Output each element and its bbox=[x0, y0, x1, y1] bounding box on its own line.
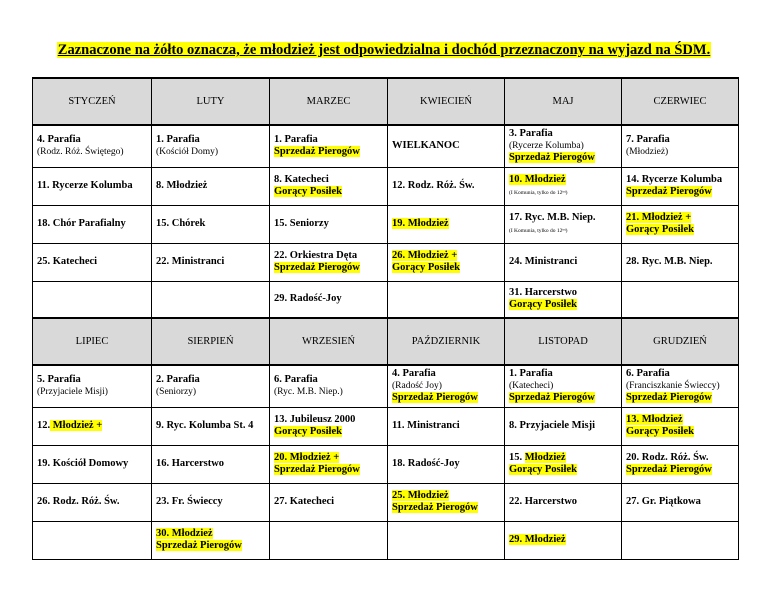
cell-line bbox=[156, 374, 265, 386]
cell-line bbox=[156, 540, 265, 552]
cell-line bbox=[37, 218, 147, 230]
cell-line bbox=[274, 426, 383, 438]
calendar-cell bbox=[270, 365, 388, 407]
cell-text: 1. Parafia bbox=[274, 134, 318, 146]
highlighted-text: Gorący Posiłek bbox=[392, 262, 460, 273]
schedule-body bbox=[33, 78, 739, 559]
cell-text: 15. bbox=[509, 452, 525, 463]
highlighted-text: Sprzedaż Pierogów bbox=[274, 262, 360, 273]
calendar-cell bbox=[152, 281, 270, 318]
month-header: LUTY bbox=[152, 78, 270, 125]
cell-line bbox=[626, 186, 734, 198]
calendar-cell bbox=[152, 243, 270, 281]
calendar-cell bbox=[622, 483, 739, 521]
cell-line bbox=[37, 458, 147, 470]
cell-line bbox=[274, 414, 383, 426]
cell-line bbox=[509, 299, 617, 311]
highlighted-text: Sprzedaż Pierogów bbox=[626, 464, 712, 475]
calendar-cell bbox=[622, 365, 739, 407]
cell-line bbox=[392, 380, 500, 392]
cell-line bbox=[392, 502, 500, 514]
cell-line bbox=[626, 464, 734, 476]
highlighted-text: 21. Młodzież + bbox=[626, 212, 692, 223]
calendar-cell bbox=[388, 407, 505, 445]
table-row bbox=[33, 365, 739, 407]
cell-text: 9. Ryc. Kolumba St. 4 bbox=[156, 420, 254, 431]
calendar-cell bbox=[505, 407, 622, 445]
cell-line bbox=[626, 224, 734, 236]
highlighted-text: 20. Młodzież + bbox=[274, 452, 340, 463]
cell-line bbox=[509, 224, 617, 236]
calendar-cell bbox=[152, 521, 270, 559]
cell-text: 29. Radość-Joy bbox=[274, 293, 342, 305]
calendar-cell bbox=[33, 407, 152, 445]
calendar-cell bbox=[505, 483, 622, 521]
calendar-cell bbox=[270, 445, 388, 483]
calendar-cell bbox=[33, 205, 152, 243]
cell-line bbox=[156, 420, 265, 432]
calendar-cell bbox=[622, 167, 739, 205]
cell-line bbox=[37, 374, 147, 386]
schedule-table bbox=[32, 77, 739, 560]
cell-text: 27. Gr. Piątkowa bbox=[626, 496, 701, 507]
cell-text: (Katecheci) bbox=[509, 381, 554, 392]
calendar-cell bbox=[622, 445, 739, 483]
cell-text: 19. Kościół Domowy bbox=[37, 458, 129, 469]
cell-text: 18. Radość-Joy bbox=[392, 458, 460, 469]
highlighted-text: 19. Młodzież bbox=[392, 218, 449, 229]
cell-line bbox=[156, 146, 265, 158]
month-header-row bbox=[33, 318, 739, 365]
cell-line bbox=[274, 174, 383, 186]
calendar-cell bbox=[270, 125, 388, 167]
cell-line bbox=[509, 256, 617, 268]
cell-line bbox=[156, 496, 265, 508]
calendar-cell bbox=[33, 483, 152, 521]
cell-text: 12. Rodz. Róż. Św. bbox=[392, 180, 475, 191]
calendar-cell bbox=[152, 445, 270, 483]
cell-line bbox=[392, 392, 500, 404]
cell-line bbox=[274, 186, 383, 198]
table-row bbox=[33, 445, 739, 483]
calendar-cell bbox=[152, 483, 270, 521]
calendar-cell bbox=[505, 205, 622, 243]
table-row bbox=[33, 243, 739, 281]
cell-line bbox=[37, 256, 147, 268]
highlighted-text: 29. Młodzież bbox=[509, 534, 566, 545]
cell-text: 26. Rodz. Róż. Św. bbox=[37, 496, 120, 507]
cell-text: 5. Parafia bbox=[37, 374, 81, 386]
cell-line bbox=[274, 374, 383, 386]
table-row bbox=[33, 521, 739, 559]
cell-text: 7. Parafia bbox=[626, 134, 670, 146]
cell-line bbox=[392, 140, 500, 152]
calendar-cell bbox=[622, 125, 739, 167]
calendar-cell bbox=[388, 365, 505, 407]
calendar-cell bbox=[152, 125, 270, 167]
cell-line bbox=[626, 380, 734, 392]
month-header: PAŹDZIERNIK bbox=[388, 318, 505, 365]
cell-line bbox=[626, 146, 734, 158]
highlighted-text: Gorący Posiłek bbox=[509, 299, 577, 311]
cell-line bbox=[274, 452, 383, 464]
highlighted-text: Gorący Posiłek bbox=[626, 426, 694, 437]
cell-line bbox=[392, 420, 500, 432]
calendar-cell bbox=[505, 125, 622, 167]
month-header: STYCZEŃ bbox=[33, 78, 152, 125]
cell-line bbox=[156, 528, 265, 540]
cell-text: 22. Ministranci bbox=[156, 256, 225, 267]
month-header: GRUDZIEŃ bbox=[622, 318, 739, 365]
calendar-cell bbox=[388, 167, 505, 205]
cell-text: 25. Katecheci bbox=[37, 256, 98, 267]
highlighted-text: Sprzedaż Pierogów bbox=[626, 186, 712, 197]
cell-text: 1. Parafia bbox=[156, 134, 200, 146]
cell-text: 15. Seniorzy bbox=[274, 218, 329, 229]
cell-line bbox=[274, 496, 383, 508]
month-header: MAJ bbox=[505, 78, 622, 125]
cell-line bbox=[626, 414, 734, 426]
cell-line bbox=[509, 534, 617, 546]
cell-line bbox=[509, 452, 617, 464]
cell-line bbox=[509, 128, 617, 140]
cell-text: 6. Parafia bbox=[626, 368, 670, 380]
calendar-cell bbox=[270, 205, 388, 243]
cell-text: (Ryc. M.B. Niep.) bbox=[274, 387, 343, 398]
cell-line bbox=[509, 368, 617, 380]
cell-text: 28. Ryc. M.B. Niep. bbox=[626, 256, 713, 267]
cell-line bbox=[392, 458, 500, 470]
cell-line bbox=[626, 392, 734, 404]
highlighted-text: Gorący Posiłek bbox=[509, 464, 577, 475]
cell-line bbox=[156, 256, 265, 268]
cell-line bbox=[274, 218, 383, 230]
calendar-cell bbox=[622, 243, 739, 281]
calendar-cell bbox=[270, 483, 388, 521]
calendar-cell bbox=[388, 125, 505, 167]
cell-text: 16. Harcerstwo bbox=[156, 458, 225, 469]
table-row bbox=[33, 281, 739, 318]
calendar-cell bbox=[33, 521, 152, 559]
cell-line bbox=[392, 368, 500, 380]
cell-line bbox=[37, 146, 147, 158]
table-row bbox=[33, 125, 739, 167]
cell-text: 12. bbox=[37, 420, 51, 431]
cell-text: (I Komunia, tylko do 12ᵗᵉʲ) bbox=[509, 190, 568, 196]
cell-line bbox=[37, 134, 147, 146]
table-row bbox=[33, 167, 739, 205]
calendar-cell bbox=[505, 521, 622, 559]
month-header: MARZEC bbox=[270, 78, 388, 125]
calendar-cell bbox=[152, 365, 270, 407]
cell-line bbox=[509, 464, 617, 476]
cell-line bbox=[626, 256, 734, 268]
calendar-cell bbox=[33, 243, 152, 281]
calendar-cell bbox=[152, 407, 270, 445]
cell-text: 2. Parafia bbox=[156, 374, 200, 386]
cell-line bbox=[392, 180, 500, 192]
cell-line bbox=[509, 496, 617, 508]
cell-text: 11. Rycerze Kolumba bbox=[37, 180, 133, 191]
cell-text: 8. Młodzież bbox=[156, 180, 208, 191]
cell-line bbox=[509, 140, 617, 152]
calendar-cell bbox=[33, 167, 152, 205]
highlighted-text: 30. Młodzież bbox=[156, 528, 213, 539]
cell-text: 3. Parafia bbox=[509, 128, 553, 140]
cell-line bbox=[37, 386, 147, 398]
calendar-cell bbox=[388, 521, 505, 559]
cell-line bbox=[509, 392, 617, 404]
cell-text: 13. Jubileusz 2000 bbox=[274, 414, 356, 425]
cell-line bbox=[156, 458, 265, 470]
highlighted-text: Sprzedaż Pierogów bbox=[509, 392, 595, 404]
cell-text: (Radość Joy) bbox=[392, 381, 442, 392]
cell-text: 8. Katecheci bbox=[274, 174, 329, 185]
calendar-cell bbox=[505, 243, 622, 281]
cell-text: 1. Parafia bbox=[509, 368, 553, 380]
cell-text: 15. Chórek bbox=[156, 218, 206, 229]
cell-line bbox=[626, 212, 734, 224]
highlighted-text: Gorący Posiłek bbox=[274, 426, 342, 437]
cell-text: 4. Parafia bbox=[37, 134, 81, 146]
highlighted-text: Gorący Posiłek bbox=[274, 186, 342, 197]
highlighted-text: 13. Młodzież bbox=[626, 414, 683, 425]
cell-text: (Młodzież) bbox=[626, 147, 669, 158]
cell-line bbox=[392, 218, 500, 230]
cell-text: (I Komunia, tylko do 12ᵗᵉʲ) bbox=[509, 228, 568, 234]
cell-line bbox=[37, 420, 147, 432]
cell-line bbox=[274, 464, 383, 476]
cell-text: WIELKANOC bbox=[392, 140, 460, 152]
highlighted-text: 26. Młodzież + bbox=[392, 250, 458, 261]
month-header: CZERWIEC bbox=[622, 78, 739, 125]
cell-text: 20. Rodz. Róż. Św. bbox=[626, 452, 709, 463]
month-header: SIERPIEŃ bbox=[152, 318, 270, 365]
cell-text: (Przyjaciele Misji) bbox=[37, 387, 108, 398]
cell-text: 14. Rycerze Kolumba bbox=[626, 174, 723, 185]
cell-line bbox=[274, 262, 383, 274]
cell-line bbox=[392, 250, 500, 262]
cell-line bbox=[156, 134, 265, 146]
month-header: LIPIEC bbox=[33, 318, 152, 365]
calendar-cell bbox=[622, 521, 739, 559]
cell-line bbox=[274, 134, 383, 146]
cell-text: 27. Katecheci bbox=[274, 496, 335, 507]
highlighted-text: Sprzedaż Pierogów bbox=[156, 540, 242, 551]
calendar-cell bbox=[33, 125, 152, 167]
calendar-cell bbox=[388, 483, 505, 521]
cell-text: (Franciszkanie Świeccy) bbox=[626, 381, 720, 392]
calendar-cell bbox=[388, 445, 505, 483]
highlighted-text: 10. Młodzież bbox=[509, 174, 566, 185]
cell-line bbox=[156, 386, 265, 398]
cell-line bbox=[509, 420, 617, 432]
cell-text: 23. Fr. Świeccy bbox=[156, 496, 223, 507]
cell-line bbox=[509, 380, 617, 392]
cell-line bbox=[626, 496, 734, 508]
calendar-cell bbox=[622, 407, 739, 445]
highlighted-text: Sprzedaż Pierogów bbox=[392, 502, 478, 513]
month-header: KWIECIEŃ bbox=[388, 78, 505, 125]
cell-text: 18. Chór Parafialny bbox=[37, 218, 126, 229]
calendar-cell bbox=[152, 167, 270, 205]
cell-line bbox=[509, 287, 617, 299]
cell-line bbox=[626, 452, 734, 464]
highlighted-text: Gorący Posiłek bbox=[626, 224, 694, 235]
calendar-cell bbox=[505, 281, 622, 318]
calendar-cell bbox=[505, 167, 622, 205]
cell-text: 4. Parafia bbox=[392, 368, 436, 380]
cell-line bbox=[509, 152, 617, 164]
cell-line bbox=[274, 386, 383, 398]
cell-line bbox=[392, 490, 500, 502]
calendar-cell bbox=[33, 365, 152, 407]
calendar-cell bbox=[388, 205, 505, 243]
cell-line bbox=[274, 293, 383, 305]
page-title bbox=[0, 42, 768, 59]
calendar-cell bbox=[270, 521, 388, 559]
cell-line bbox=[37, 496, 147, 508]
calendar-cell bbox=[152, 205, 270, 243]
table-row bbox=[33, 407, 739, 445]
calendar-cell bbox=[622, 281, 739, 318]
calendar-cell bbox=[33, 445, 152, 483]
calendar-cell bbox=[270, 407, 388, 445]
cell-line bbox=[37, 180, 147, 192]
highlighted-text: Sprzedaż Pierogów bbox=[274, 464, 360, 475]
cell-text: 22. Harcerstwo bbox=[509, 496, 578, 507]
highlighted-text: 25. Młodzież bbox=[392, 490, 449, 501]
calendar-cell bbox=[270, 243, 388, 281]
month-header: WRZESIEŃ bbox=[270, 318, 388, 365]
highlighted-text: Sprzedaż Pierogów bbox=[274, 146, 360, 158]
page-title-text: Zaznaczone na żółto oznacza, że młodzież jest odpowiedzialna i dochód przeznaczony na wyjazd na ŚDM. bbox=[57, 42, 711, 58]
calendar-cell bbox=[505, 445, 622, 483]
cell-line bbox=[156, 180, 265, 192]
cell-text: (Rycerze Kolumba) bbox=[509, 141, 584, 152]
cell-line bbox=[156, 218, 265, 230]
calendar-cell bbox=[505, 365, 622, 407]
table-row bbox=[33, 205, 739, 243]
cell-line bbox=[509, 174, 617, 186]
cell-text: (Rodz. Róż. Świętego) bbox=[37, 147, 124, 158]
calendar-cell bbox=[270, 167, 388, 205]
highlighted-text: Młodzież + bbox=[50, 420, 103, 431]
cell-text: 31. Harcerstwo bbox=[509, 287, 578, 299]
cell-line bbox=[274, 250, 383, 262]
cell-text: 6. Parafia bbox=[274, 374, 318, 386]
cell-line bbox=[626, 368, 734, 380]
cell-line bbox=[392, 262, 500, 274]
cell-text: (Seniorzy) bbox=[156, 387, 197, 398]
cell-line bbox=[626, 174, 734, 186]
calendar-cell bbox=[388, 243, 505, 281]
cell-text: 11. Ministranci bbox=[392, 420, 460, 431]
calendar-cell bbox=[270, 281, 388, 318]
table-row bbox=[33, 483, 739, 521]
cell-line bbox=[509, 186, 617, 198]
highlighted-text: Sprzedaż Pierogów bbox=[626, 392, 712, 404]
cell-text: 17. Ryc. M.B. Niep. bbox=[509, 212, 596, 223]
cell-line bbox=[274, 146, 383, 158]
cell-text: 8. Przyjaciele Misji bbox=[509, 420, 595, 431]
cell-text: 22. Orkiestra Dęta bbox=[274, 250, 358, 261]
month-header-row bbox=[33, 78, 739, 125]
highlighted-text: Młodzież bbox=[524, 452, 566, 463]
calendar-cell bbox=[33, 281, 152, 318]
cell-line bbox=[626, 134, 734, 146]
calendar-cell bbox=[622, 205, 739, 243]
cell-text: 24. Ministranci bbox=[509, 256, 578, 267]
highlighted-text: Sprzedaż Pierogów bbox=[392, 392, 478, 404]
cell-text: (Kościół Domy) bbox=[156, 147, 219, 158]
cell-line bbox=[509, 212, 617, 224]
month-header: LISTOPAD bbox=[505, 318, 622, 365]
calendar-cell bbox=[388, 281, 505, 318]
highlighted-text: Sprzedaż Pierogów bbox=[509, 152, 595, 164]
cell-line bbox=[626, 426, 734, 438]
